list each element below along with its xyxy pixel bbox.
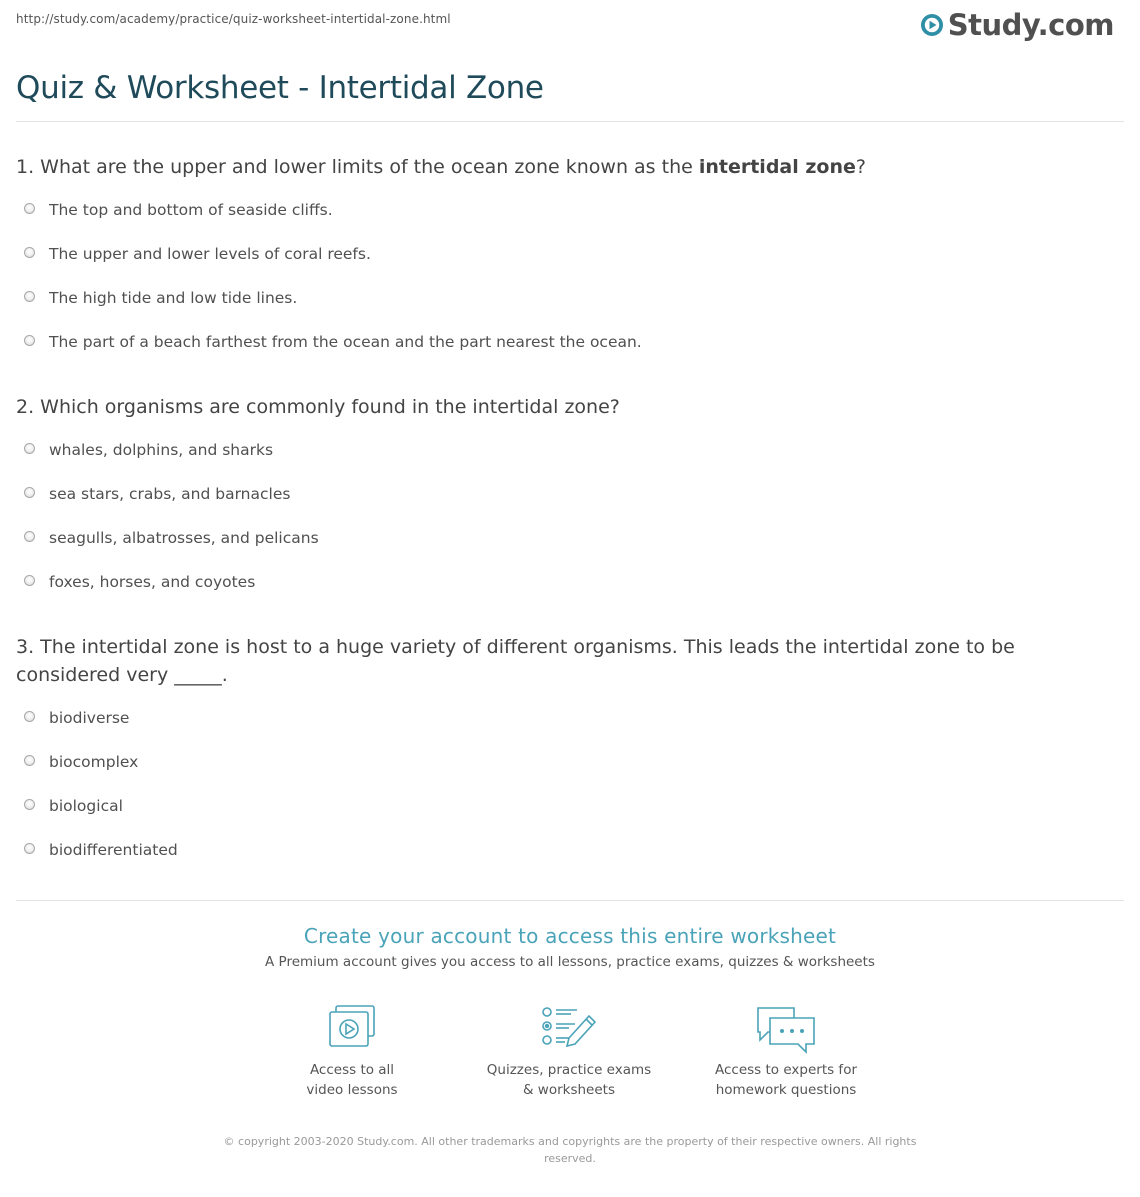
answer-option[interactable] xyxy=(24,707,129,729)
answer-label: seagulls, albatrosses, and pelicans xyxy=(49,529,319,547)
answer-option[interactable] xyxy=(24,527,319,549)
question-2 xyxy=(16,393,1076,421)
answer-label: The part of a beach farthest from the ocean and the part nearest the ocean. xyxy=(49,333,642,351)
feature-label-line2: homework questions xyxy=(715,1082,857,1098)
question-1-bold: intertidal zone xyxy=(698,156,856,178)
answer-label: biological xyxy=(49,797,123,815)
feature-quizzes xyxy=(469,1004,669,1100)
cta-subtitle: A Premium account gives you access to all lessons, practice exams, quizzes & worksheets xyxy=(265,954,875,970)
radio-button[interactable] xyxy=(24,247,35,258)
feature-label-line1: Access to experts for xyxy=(714,1062,857,1078)
question-1-text: 1. What are the upper and lower limits of the ocean zone known as the xyxy=(16,156,699,178)
feature-label-line2: video lessons xyxy=(306,1082,398,1098)
radio-button[interactable] xyxy=(24,755,35,766)
content-divider xyxy=(16,900,1124,901)
create-account-link[interactable]: Create your account to access this entire worksheet xyxy=(303,924,837,948)
radio-button[interactable] xyxy=(24,335,35,346)
feature-experts xyxy=(686,1004,886,1100)
answer-label: biocomplex xyxy=(49,753,139,771)
radio-button[interactable] xyxy=(24,443,35,454)
answer-option[interactable] xyxy=(24,287,297,309)
radio-button[interactable] xyxy=(24,487,35,498)
quiz-checklist-icon xyxy=(539,1004,599,1050)
page-url: http://study.com/academy/practice/quiz-worksheet-intertidal-zone.html xyxy=(16,12,451,26)
feature-label-line1: Access to all xyxy=(309,1062,395,1078)
answer-option[interactable] xyxy=(24,571,255,593)
answer-label: biodifferentiated xyxy=(49,841,178,859)
radio-button[interactable] xyxy=(24,203,35,214)
question-1 xyxy=(16,153,1076,181)
question-1-suffix: ? xyxy=(855,156,866,178)
video-lesson-icon xyxy=(326,1004,378,1050)
study-logo[interactable] xyxy=(920,8,1114,42)
feature-video-lessons xyxy=(252,1004,452,1100)
answer-option[interactable] xyxy=(24,199,333,221)
answer-label: sea stars, crabs, and barnacles xyxy=(49,485,291,503)
answer-option[interactable] xyxy=(24,483,290,505)
answer-option[interactable] xyxy=(24,795,123,817)
answer-option[interactable] xyxy=(24,839,178,861)
answer-label: whales, dolphins, and sharks xyxy=(49,441,274,459)
radio-button[interactable] xyxy=(24,799,35,810)
copyright-footer: © copyright 2003-2020 Study.com. All other trademarks and copyrights are the property of their respective owners. All rights reserved. xyxy=(223,1135,917,1165)
answer-option[interactable] xyxy=(24,243,371,265)
radio-button[interactable] xyxy=(24,843,35,854)
radio-button[interactable] xyxy=(24,531,35,542)
logo-text: Study.com xyxy=(947,8,1114,42)
answer-label: The top and bottom of seaside cliffs. xyxy=(49,201,333,219)
question-3 xyxy=(16,633,1076,689)
radio-button[interactable] xyxy=(24,291,35,302)
question-2-text: 2. Which organisms are commonly found in the intertidal zone? xyxy=(16,396,620,418)
answer-label: The high tide and low tide lines. xyxy=(49,289,298,307)
feature-label-line1: Quizzes, practice exams xyxy=(486,1062,652,1078)
answer-option[interactable] xyxy=(24,331,642,353)
answer-label: The upper and lower levels of coral reefs. xyxy=(49,245,371,263)
feature-label-line2: & worksheets xyxy=(522,1082,615,1098)
radio-button[interactable] xyxy=(24,711,35,722)
answer-label: biodiverse xyxy=(49,709,130,727)
page-title: Quiz & Worksheet - Intertidal Zone xyxy=(16,70,544,106)
answer-label: foxes, horses, and coyotes xyxy=(49,573,256,591)
header-divider xyxy=(16,121,1124,122)
question-3-text: 3. The intertidal zone is host to a huge variety of different organisms. This leads the intertidal zone to be considered very _____. xyxy=(16,636,1015,686)
chat-bubbles-icon xyxy=(754,1004,818,1054)
answer-option[interactable] xyxy=(24,439,273,461)
radio-button[interactable] xyxy=(24,575,35,586)
play-circle-icon xyxy=(920,13,944,37)
answer-option[interactable] xyxy=(24,751,138,773)
